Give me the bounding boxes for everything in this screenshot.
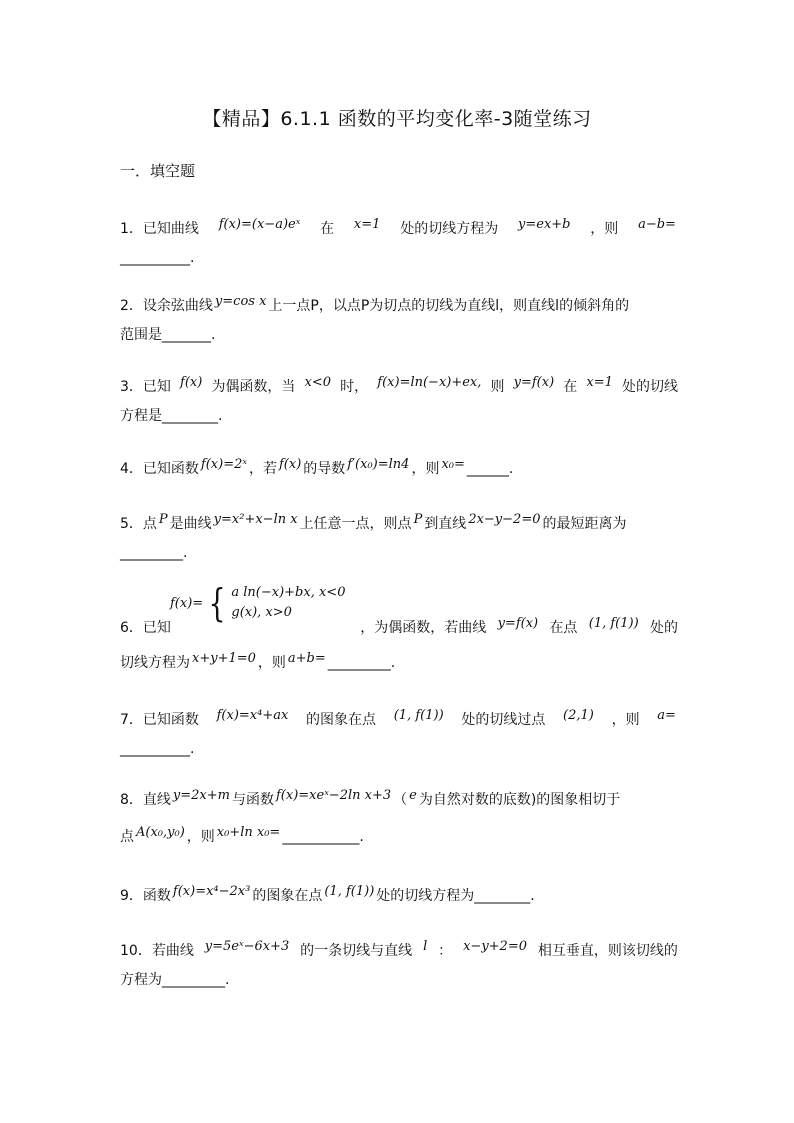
q6-text: ，为偶函数，若曲线 bbox=[360, 620, 487, 636]
q8-text: 与函数 bbox=[231, 792, 274, 808]
question-1-line-2 bbox=[120, 244, 678, 272]
q8-text: 点 bbox=[120, 829, 134, 845]
q5-text: 是曲线 bbox=[169, 516, 212, 532]
q2-text: 上一点P，以点P为切点的切线为直线l，则直线l的倾斜角的 bbox=[268, 298, 630, 314]
q5-formula: 2x−y−2=0 bbox=[468, 512, 541, 527]
question-10-line-2 bbox=[120, 966, 678, 994]
q7-formula: (2,1) bbox=[563, 708, 594, 723]
q1-text: 在 bbox=[320, 221, 335, 237]
page-title: 【精品】6.1.1 函数的平均变化率-3随堂练习 bbox=[202, 108, 592, 130]
q7-text: 7．已知函数 bbox=[120, 712, 199, 728]
q8-formula: f(x)=xeˣ−2ln x+3 bbox=[275, 788, 392, 803]
question-6 bbox=[120, 614, 678, 678]
q3-text: 3．已知 bbox=[120, 379, 171, 395]
q5-formula: P bbox=[158, 512, 168, 527]
piecewise-case-2: g(x), x>0 bbox=[231, 605, 292, 620]
q9-text: 的图象在点 bbox=[252, 888, 323, 904]
question-7 bbox=[120, 706, 678, 763]
question-7-line-2 bbox=[120, 735, 678, 763]
answer-blank: _________. bbox=[327, 655, 396, 671]
answer-blank: ______. bbox=[466, 461, 514, 477]
q3-formula: x=1 bbox=[586, 375, 613, 390]
q1-text: ，则 bbox=[590, 221, 619, 237]
answer-blank: _________. bbox=[120, 545, 188, 561]
q10-formula: y=5eˣ−6x+3 bbox=[204, 939, 290, 954]
question-2-line-2 bbox=[120, 321, 678, 349]
q1-formula: f(x)=(x−a)eˣ bbox=[218, 217, 301, 232]
q10-text: 相互垂直，则该切线的 bbox=[537, 943, 678, 959]
q1-text: 1．已知曲线 bbox=[120, 221, 199, 237]
q8-formula: e bbox=[409, 788, 417, 803]
q1-formula: x=1 bbox=[353, 217, 381, 232]
q9-formula: (1, f(1)) bbox=[324, 884, 375, 899]
q2-formula: y=cos x bbox=[214, 294, 267, 309]
q8-text: 为自然对数的底数)的图象相切于 bbox=[418, 792, 621, 808]
question-5 bbox=[120, 510, 678, 567]
question-1 bbox=[120, 215, 678, 272]
q4-text: 4．已知函数 bbox=[120, 461, 199, 477]
section-heading: 一．填空题 bbox=[120, 162, 196, 180]
q1-text: 处的切线方程为 bbox=[400, 221, 499, 237]
question-10-line-1 bbox=[120, 937, 678, 966]
q6-text: ，则 bbox=[257, 655, 286, 671]
question-8 bbox=[120, 786, 678, 852]
answer-blank: 方程是________. bbox=[120, 408, 223, 424]
question-6-line-2 bbox=[120, 649, 678, 678]
q3-formula: x<0 bbox=[304, 375, 332, 390]
q9-text: 处的切线方程为________. bbox=[376, 888, 535, 904]
q4-formula: f(x) bbox=[279, 457, 302, 472]
answer-blank: 范围是_______. bbox=[120, 327, 216, 343]
question-10 bbox=[120, 937, 678, 994]
q6-text: 处的 bbox=[650, 620, 678, 636]
q6-text: 切线方程为 bbox=[120, 655, 190, 671]
q4-formula: f(x)=2ˣ bbox=[200, 457, 247, 472]
q5-formula: P bbox=[413, 512, 423, 527]
q7-formula: f(x)=x⁴+ax bbox=[216, 708, 289, 723]
q5-text: 到直线 bbox=[424, 516, 467, 532]
q3-text: 为偶函数，当 bbox=[211, 379, 296, 395]
q10-text: 10．若曲线 bbox=[120, 943, 194, 959]
q3-formula: f(x)=ln(−x)+ex, bbox=[377, 375, 482, 390]
q3-text: 时， bbox=[340, 379, 369, 395]
question-3-line-1 bbox=[120, 373, 678, 402]
q10-text: ： bbox=[438, 943, 453, 959]
question-1-line-1 bbox=[120, 215, 678, 244]
q4-text: ，则 bbox=[411, 461, 440, 477]
q4-text: ，若 bbox=[249, 461, 277, 477]
q10-formula: l bbox=[423, 939, 428, 954]
q8-text: ，则 bbox=[186, 829, 215, 845]
piecewise-case-1: a ln(−x)+bx, x<0 bbox=[231, 585, 346, 600]
q5-text: 上任意一点，则点 bbox=[299, 516, 412, 532]
answer-blank: 方程为_________. bbox=[120, 972, 230, 988]
q8-formula: x₀+ln x₀= bbox=[216, 825, 281, 840]
q6-formula: y=f(x) bbox=[497, 616, 539, 631]
q1-formula: a−b= bbox=[638, 217, 676, 232]
q7-text: 处的切线过点 bbox=[461, 712, 546, 728]
piecewise-lhs: f(x)= bbox=[170, 595, 204, 611]
q6-formula: a+b= bbox=[287, 651, 326, 666]
q3-text: 处的切线 bbox=[621, 379, 678, 395]
question-3 bbox=[120, 373, 678, 430]
q5-text: 的最短距离为 bbox=[542, 516, 627, 532]
q2-text: 2．设余弦曲线 bbox=[120, 298, 213, 314]
q4-text: 的导数 bbox=[303, 461, 346, 477]
question-2 bbox=[120, 292, 678, 349]
question-6-line-1 bbox=[120, 614, 678, 643]
q4-formula: x₀= bbox=[441, 457, 465, 472]
question-5-line-2 bbox=[120, 539, 678, 567]
q9-text: 9．函数 bbox=[120, 888, 171, 904]
q7-formula: (1, f(1)) bbox=[393, 708, 444, 723]
q10-text: 的一条切线与直线 bbox=[300, 943, 413, 959]
question-9 bbox=[120, 882, 678, 911]
q3-text: 在 bbox=[563, 379, 578, 395]
q7-text: 的图象在点 bbox=[306, 712, 377, 728]
q3-text: 则 bbox=[490, 379, 505, 395]
q8-text: （ bbox=[393, 792, 408, 808]
answer-blank: __________. bbox=[120, 250, 195, 266]
q6-formula: x+y+1=0 bbox=[192, 651, 256, 666]
q3-formula: y=f(x) bbox=[513, 375, 555, 390]
question-4-line-1 bbox=[120, 455, 678, 484]
q3-formula: f(x) bbox=[180, 375, 203, 390]
q6-formula: (1, f(1)) bbox=[588, 616, 639, 631]
q5-formula: y=x²+x−ln x bbox=[213, 512, 298, 527]
question-5-line-1 bbox=[120, 510, 678, 539]
question-4 bbox=[120, 455, 678, 484]
q10-formula: x−y+2=0 bbox=[463, 939, 527, 954]
q6-text: 6．已知 bbox=[120, 620, 171, 636]
answer-blank: __________. bbox=[120, 741, 195, 757]
q8-text: 8．直线 bbox=[120, 792, 171, 808]
q8-formula: A(x₀,y₀) bbox=[136, 825, 185, 840]
q7-text: ，则 bbox=[611, 712, 640, 728]
question-8-line-1 bbox=[120, 786, 678, 815]
question-2-line-1 bbox=[120, 292, 678, 321]
question-8-line-2 bbox=[120, 823, 678, 852]
question-3-line-2 bbox=[120, 402, 678, 430]
question-9-line-1 bbox=[120, 882, 678, 911]
q8-formula: y=2x+m bbox=[172, 788, 230, 803]
question-7-line-1 bbox=[120, 706, 678, 735]
q9-formula: f(x)=x⁴−2x³ bbox=[172, 884, 251, 899]
q1-formula: y=ex+b bbox=[518, 217, 571, 232]
q7-formula: a= bbox=[657, 708, 676, 723]
q6-text: 在点 bbox=[549, 620, 578, 636]
q5-text: 5．点 bbox=[120, 516, 157, 532]
q4-formula: f′(x₀)=ln4 bbox=[347, 457, 410, 472]
brace-icon: { bbox=[208, 581, 226, 625]
answer-blank: ___________. bbox=[282, 829, 364, 845]
